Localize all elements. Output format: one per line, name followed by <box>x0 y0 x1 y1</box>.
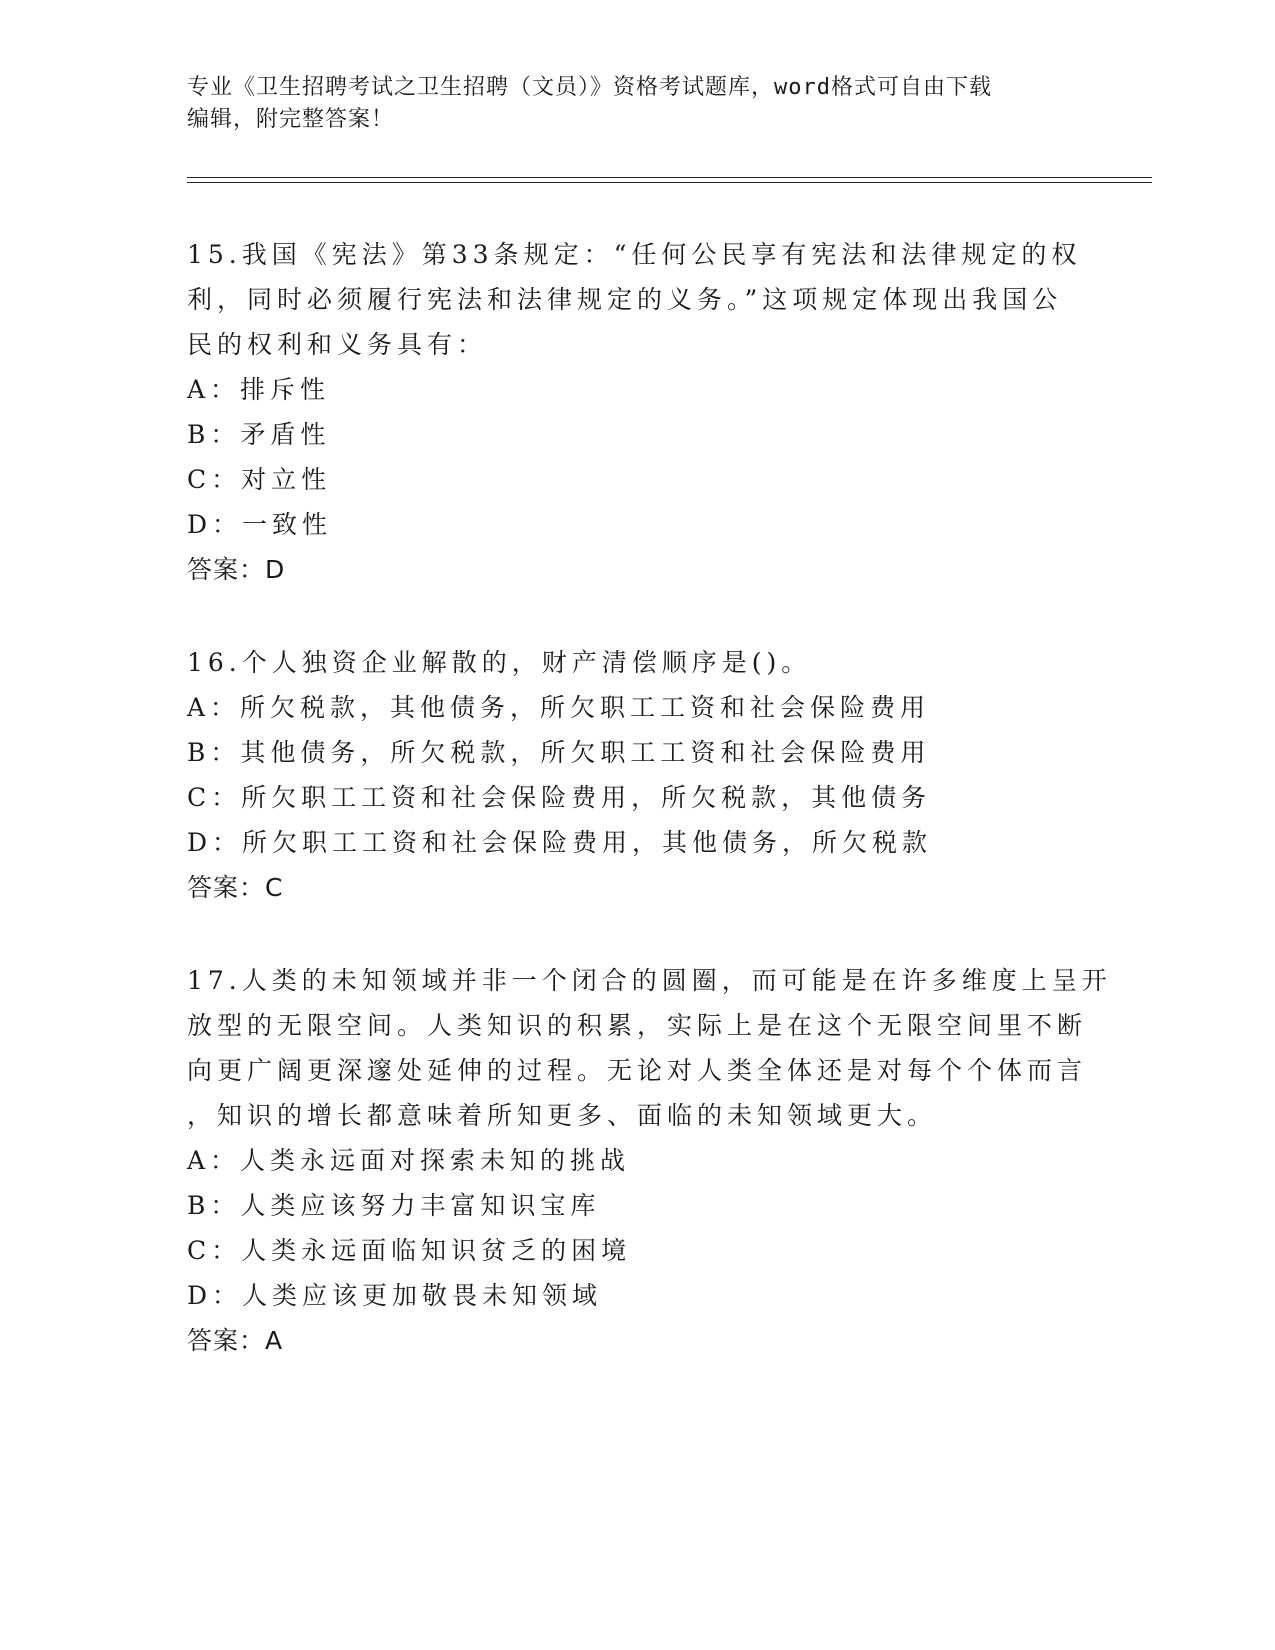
question-stem-line: ，知识的增长都意味着所知更多、面临的未知领域更大。 <box>187 1101 938 1130</box>
answer-line: 答案：C <box>187 873 284 902</box>
option-a: A：排斥性 <box>187 375 331 404</box>
option-b: B：其他债务，所欠税款，所欠职工工资和社会保险费用 <box>187 738 931 767</box>
question-stem-line: 放型的无限空间。人类知识的积累，实际上是在这个无限空间里不断 <box>187 1011 1088 1040</box>
question-stem-line: 15.我国《宪法》第33条规定：“任何公民享有宪法和法律规定的权 <box>187 240 1082 269</box>
question-17 <box>187 958 1112 1363</box>
header-line: 专业《卫生招聘考试之卫生招聘（文员）》资格考试题库，word格式可自由下载 <box>187 75 992 100</box>
header-divider-bottom <box>187 182 1152 183</box>
option-a: A：人类永远面对探索未知的挑战 <box>187 1146 631 1175</box>
question-stem-line: 16.个人独资企业解散的，财产清偿顺序是()。 <box>187 648 812 677</box>
question-stem-line: 17.人类的未知领域并非一个闭合的圆圈，而可能是在许多维度上呈开 <box>187 966 1112 995</box>
option-c: C：对立性 <box>187 465 332 494</box>
answer-line: 答案：A <box>187 1326 284 1355</box>
option-c: C：所欠职工工资和社会保险费用，所欠税款，其他债务 <box>187 783 932 812</box>
option-b: B：矛盾性 <box>187 420 331 449</box>
option-a: A：所欠税款，其他债务，所欠职工工资和社会保险费用 <box>187 693 931 722</box>
question-stem-line: 向更广阔更深邃处延伸的过程。无论对人类全体还是对每个个体而言 <box>187 1056 1088 1085</box>
question-15 <box>187 232 1087 592</box>
question-stem-line: 民的权利和义务具有： <box>187 330 488 359</box>
option-d: D：所欠职工工资和社会保险费用，其他债务，所欠税款 <box>187 828 933 857</box>
answer-line: 答案：D <box>187 555 286 584</box>
option-b: B：人类应该努力丰富知识宝库 <box>187 1191 601 1220</box>
option-d: D：人类应该更加敬畏未知领域 <box>187 1281 603 1310</box>
header-divider-top <box>187 177 1152 178</box>
header-line: 编辑，附完整答案！ <box>187 107 395 132</box>
option-c: C：人类永远面临知识贫乏的困境 <box>187 1236 632 1265</box>
option-d: D：一致性 <box>187 510 333 539</box>
question-16 <box>187 640 1087 910</box>
question-stem-line: 利，同时必须履行宪法和法律规定的义务。”这项规定体现出我国公 <box>187 285 1063 314</box>
document-header <box>187 72 1087 136</box>
